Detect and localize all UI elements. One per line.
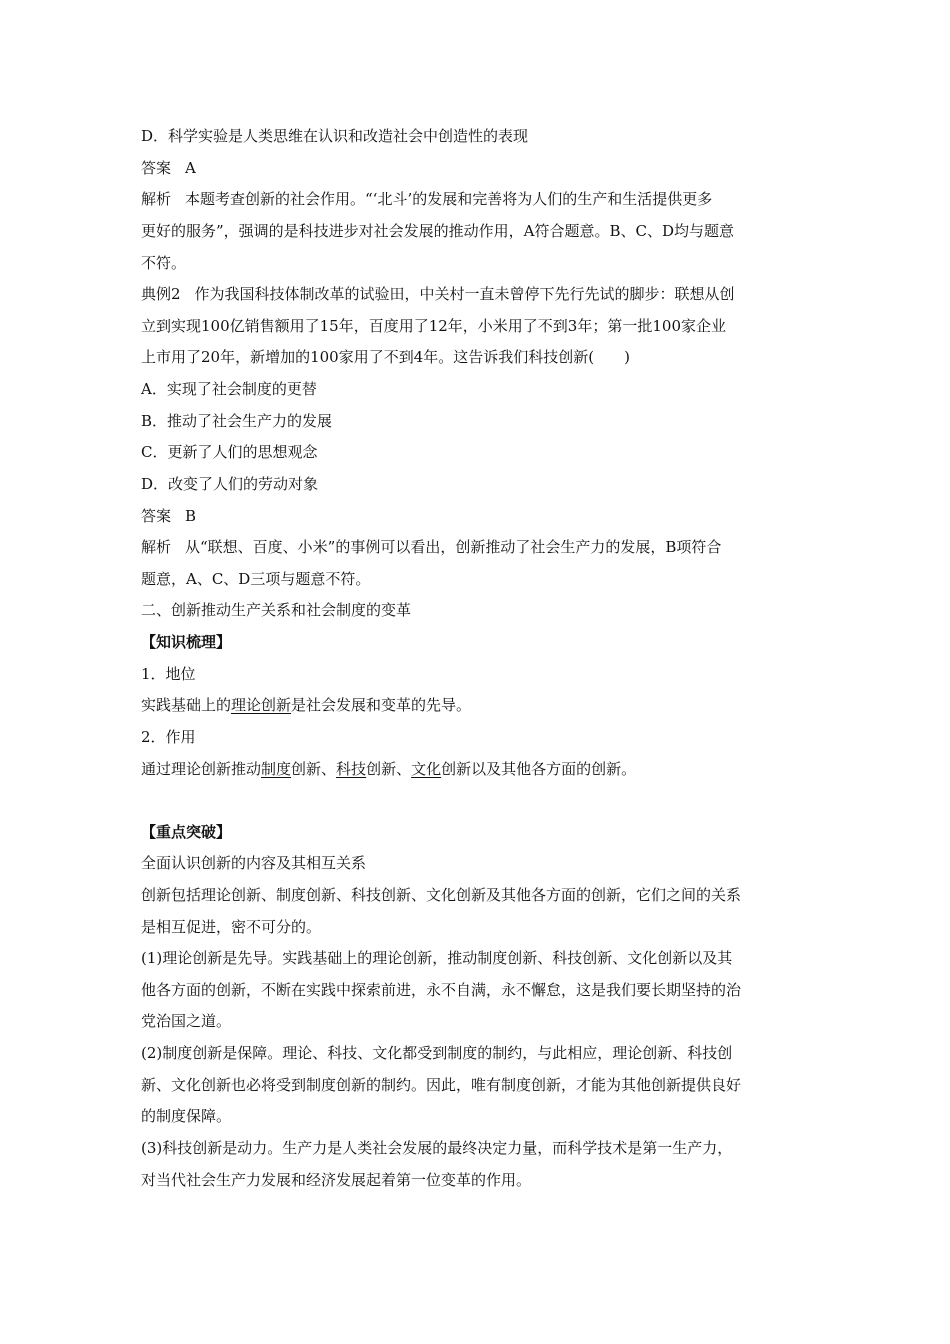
- point-2-line-3: 的制度保障。: [141, 1107, 232, 1125]
- underlined-term: 文化: [411, 760, 442, 778]
- analysis-label: 解析: [141, 190, 172, 208]
- knowledge-heading: 【知识梳理】: [141, 633, 232, 651]
- analysis-1-line-1: [141, 189, 821, 209]
- analysis-1-line-2: 更好的服务”，强调的是科技进步对社会发展的推动作用，A符合题意。B、C、D均与题意: [141, 222, 735, 240]
- point-2-line-1: (2)制度创新是保障。理论、科技、文化都受到制度的制约，与此相应，理论创新、科技创: [141, 1044, 733, 1062]
- example-2-line-3: 上市用了20年，新增加的100家用了不到4年。这告诉我们科技创新( ): [141, 348, 630, 366]
- example-label: 典例2: [141, 285, 181, 303]
- option-d-previous: D．科学实验是人类思维在认识和改造社会中创造性的表现: [141, 127, 529, 145]
- item-1-title: 1．地位: [141, 665, 196, 683]
- example-2-line-1: [141, 284, 821, 304]
- point-1-line-2: 他各方面的创新，不断在实践中探索前进，永不自满，永不懈怠，这是我们要长期坚持的治: [141, 981, 742, 999]
- analysis-text: 本题考查创新的社会作用。“‘北斗’的发展和完善将为人们的生产和生活提供更多: [185, 190, 713, 208]
- answer-2: [141, 506, 821, 526]
- analysis-2-line-1: [141, 537, 821, 557]
- item-1-text: [141, 695, 821, 715]
- point-3-line-2: 对当代社会生产力发展和经济发展起着第一位变革的作用。: [141, 1171, 532, 1189]
- key-intro-line-2: 是相互促进，密不可分的。: [141, 918, 322, 936]
- example-2-line-2: 立到实现100亿销售额用了15年，百度用了12年，小米用了不到3年；第一批100家企业: [141, 317, 726, 335]
- item-2-title: 2．作用: [141, 728, 196, 746]
- answer-value: B: [185, 507, 197, 525]
- option-b: B．推动了社会生产力的发展: [141, 412, 333, 430]
- option-a: A．实现了社会制度的更替: [141, 380, 317, 398]
- answer-label: 答案: [141, 507, 172, 525]
- text-segment: 创新、: [366, 760, 412, 778]
- example-text: 作为我国科技体制改革的试验田，中关村一直未曾停下先行先试的脚步：联想从创: [194, 285, 735, 303]
- underlined-term: 理论创新: [231, 696, 292, 714]
- item-2-text: [141, 759, 821, 779]
- option-d: D．改变了人们的劳动对象: [141, 475, 319, 493]
- analysis-text: 从“联想、百度、小米”的事例可以看出，创新推动了社会生产力的发展，B项符合: [185, 538, 722, 556]
- text-segment: 创新以及其他各方面的创新。: [441, 760, 637, 778]
- point-2-line-2: 新、文化创新也必将受到制度创新的制约。因此，唯有制度创新，才能为其他创新提供良好: [141, 1076, 742, 1094]
- text-segment: 创新、: [291, 760, 337, 778]
- key-heading: 【重点突破】: [141, 823, 232, 841]
- underlined-term: 制度: [261, 760, 292, 778]
- answer-value: A: [185, 159, 196, 177]
- point-1-line-1: (1)理论创新是先导。实践基础上的理论创新，推动制度创新、科技创新、文化创新以及其: [141, 949, 733, 967]
- point-3-line-1: (3)科技创新是动力。生产力是人类社会发展的最终决定力量，而科学技术是第一生产力，: [141, 1139, 733, 1157]
- key-intro-line-1: 创新包括理论创新、制度创新、科技创新、文化创新及其他各方面的创新，它们之间的关系: [141, 886, 742, 904]
- text-segment: 实践基础上的: [141, 696, 232, 714]
- underlined-term: 科技: [336, 760, 367, 778]
- option-c: C．更新了人们的思想观念: [141, 443, 318, 461]
- answer-1: [141, 158, 821, 178]
- analysis-1-line-3: 不符。: [141, 254, 187, 272]
- section-2-title: 二、创新推动生产关系和社会制度的变革: [141, 601, 412, 619]
- text-segment: 通过理论创新推动: [141, 760, 262, 778]
- point-1-line-3: 党治国之道。: [141, 1012, 232, 1030]
- key-title: 全面认识创新的内容及其相互关系: [141, 854, 367, 872]
- analysis-2-line-2: 题意，A、C、D三项与题意不符。: [141, 570, 371, 588]
- analysis-label: 解析: [141, 538, 172, 556]
- text-segment: 是社会发展和变革的先导。: [291, 696, 472, 714]
- answer-label: 答案: [141, 159, 172, 177]
